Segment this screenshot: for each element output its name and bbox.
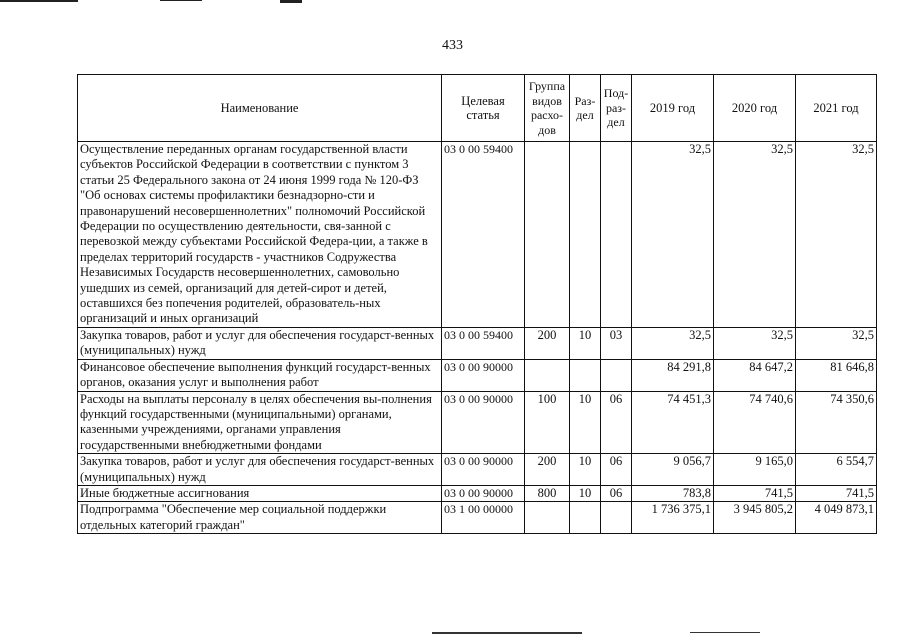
row-2019: 84 291,8	[632, 359, 714, 391]
row-subsection	[601, 142, 632, 328]
row-group: 200	[525, 327, 570, 359]
edge-line	[432, 632, 582, 634]
row-name: Иные бюджетные ассигнования	[78, 485, 442, 501]
row-2019: 32,5	[632, 327, 714, 359]
row-2020: 32,5	[714, 327, 796, 359]
row-2020: 84 647,2	[714, 359, 796, 391]
row-2020: 3 945 805,2	[714, 502, 796, 534]
row-2020: 74 740,6	[714, 391, 796, 454]
row-name: Осуществление переданных органам государственной власти субъектов Российской Федерации в соответствии с пунктом 3 статьи 25 Федерального закона от 24 июня 1999 года № 120-ФЗ "Об основах системы профилактики безнадзорно-сти и правонарушений несовершеннолетних" полномочий Российской Федерации по осуществлению деятельности, свя-занной с перевозкой между субъектами Российской Федера-ции, а также в пределах территорий государств - участников Содружества Независимых Государств несовершеннолетних, самовольно ушедших из семей, организаций для детей-сирот и детей, оставшихся без попечения родителей, образователь-ных организаций и иных организаций	[78, 142, 442, 328]
row-2021: 4 049 873,1	[796, 502, 877, 534]
row-name: Закупка товаров, работ и услуг для обеспечения государст-венных (муниципальных) нужд	[78, 327, 442, 359]
header-section: Раз-дел	[570, 75, 601, 142]
edge-line	[280, 0, 302, 3]
row-name: Подпрограмма "Обеспечение мер социальной поддержки отдельных категорий граждан"	[78, 502, 442, 534]
row-group	[525, 359, 570, 391]
table-row	[78, 327, 877, 359]
row-2021: 32,5	[796, 142, 877, 328]
row-subsection	[601, 502, 632, 534]
budget-table	[77, 74, 877, 534]
top-edge-marks	[0, 0, 905, 6]
row-section	[570, 142, 601, 328]
table-header-row	[78, 75, 877, 142]
table-row	[78, 391, 877, 454]
row-subsection: 06	[601, 391, 632, 454]
row-code: 03 0 00 90000	[442, 485, 525, 501]
header-subsection: Под-раз-дел	[601, 75, 632, 142]
row-2019: 74 451,3	[632, 391, 714, 454]
row-name: Финансовое обеспечение выполнения функций государст-венных органов, оказания услуг и выполнения работ	[78, 359, 442, 391]
header-2019: 2019 год	[632, 75, 714, 142]
table-row	[78, 142, 877, 328]
row-section: 10	[570, 454, 601, 486]
row-section	[570, 502, 601, 534]
table-row	[78, 359, 877, 391]
row-code: 03 0 00 59400	[442, 327, 525, 359]
header-2021: 2021 год	[796, 75, 877, 142]
row-name: Расходы на выплаты персоналу в целях обеспечения вы-полнения функций государственными (муниципальными) органами, казенными учреждениями, органами управления государственными внебюджетными фондами	[78, 391, 442, 454]
row-section: 10	[570, 327, 601, 359]
row-subsection: 06	[601, 454, 632, 486]
header-expense-group: Группа видов расхо-дов	[525, 75, 570, 142]
table-row	[78, 485, 877, 501]
header-name: Наименование	[78, 75, 442, 142]
row-2020: 9 165,0	[714, 454, 796, 486]
row-2019: 9 056,7	[632, 454, 714, 486]
row-group: 800	[525, 485, 570, 501]
row-2019: 783,8	[632, 485, 714, 501]
row-2021: 32,5	[796, 327, 877, 359]
row-2019: 1 736 375,1	[632, 502, 714, 534]
header-2020: 2020 год	[714, 75, 796, 142]
table-row	[78, 502, 877, 534]
edge-line	[0, 0, 78, 2]
row-code: 03 0 00 90000	[442, 359, 525, 391]
row-code: 03 0 00 90000	[442, 391, 525, 454]
row-2019: 32,5	[632, 142, 714, 328]
row-section: 10	[570, 391, 601, 454]
row-code: 03 0 00 59400	[442, 142, 525, 328]
row-group: 200	[525, 454, 570, 486]
page-number: 433	[442, 38, 463, 53]
row-subsection: 06	[601, 485, 632, 501]
row-code: 03 0 00 90000	[442, 454, 525, 486]
row-code: 03 1 00 00000	[442, 502, 525, 534]
row-subsection	[601, 359, 632, 391]
row-2021: 81 646,8	[796, 359, 877, 391]
row-section: 10	[570, 485, 601, 501]
row-group	[525, 142, 570, 328]
bottom-edge-marks	[0, 630, 905, 636]
row-2021: 741,5	[796, 485, 877, 501]
row-2020: 32,5	[714, 142, 796, 328]
row-subsection: 03	[601, 327, 632, 359]
row-group	[525, 502, 570, 534]
row-name: Закупка товаров, работ и услуг для обеспечения государст-венных (муниципальных) нужд	[78, 454, 442, 486]
table-row	[78, 454, 877, 486]
row-2021: 74 350,6	[796, 391, 877, 454]
header-target: Целевая статья	[442, 75, 525, 142]
row-2020: 741,5	[714, 485, 796, 501]
edge-line	[160, 0, 202, 1]
row-2021: 6 554,7	[796, 454, 877, 486]
edge-line	[690, 632, 760, 633]
row-group: 100	[525, 391, 570, 454]
row-section	[570, 359, 601, 391]
